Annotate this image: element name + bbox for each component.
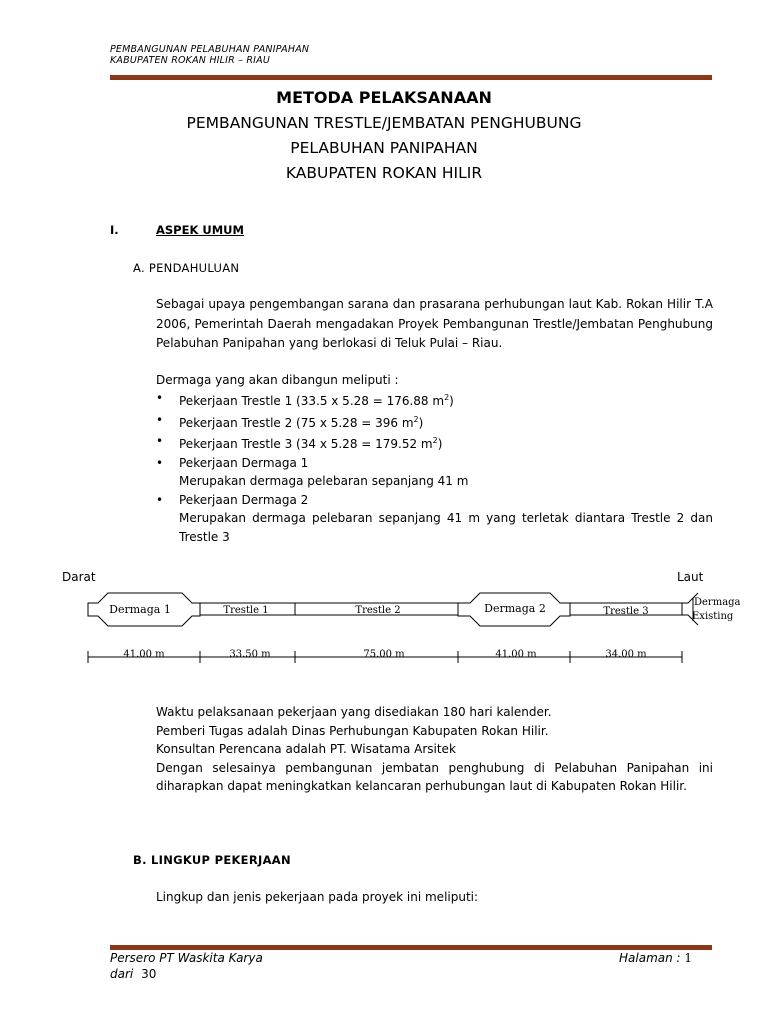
laut-label: Laut <box>677 570 704 584</box>
project-details <box>156 703 713 796</box>
segment-label: Dermaga 1 <box>109 603 171 616</box>
dimension-label: 41.00 m <box>495 649 537 660</box>
list-item: • Pekerjaan Dermaga 1 Merupakan dermaga pelebaran sepanjang 41 m <box>156 455 469 488</box>
list-item: • Pekerjaan Trestle 3 (34 x 5.28 = 179.52 $m^2$) <box>156 434 443 451</box>
doc-title: METODA PELAKSANAAN <box>276 88 492 107</box>
list-intro: Dermaga yang akan dibangun meliputi : <box>156 373 399 387</box>
footer-company: Persero PT Waskita Karya <box>110 951 263 965</box>
page-label: Halaman : <box>619 951 681 965</box>
subsection-b-heading: B. LINGKUP PEKERJAAN <box>133 853 291 867</box>
footer-page <box>619 951 692 965</box>
list-item: • Pekerjaan Dermaga 2 Merupakan dermaga pelebaran sepanjang 41 m yang terletak diantara Trestle 2 dan Trestle 3 <box>156 492 713 544</box>
segment-label: Trestle 2 <box>355 605 401 616</box>
page-number: 1 <box>684 951 693 965</box>
detail-line: Konsultan Perencana adalah PT. Wisatama Arsitek <box>156 742 456 756</box>
existing-label-1: Dermaga <box>694 597 741 608</box>
segment-label: Dermaga 2 <box>484 602 546 615</box>
existing-label-2: Existing <box>692 611 734 622</box>
intro-paragraph: Sebagai upaya pengembangan sarana dan prasarana perhubungan laut Kab. Rokan Hilir T.A 2006, Pemerintah Daerah mengadakan Proyek Pembangunan Trestle/Jembatan Penghubung Pelabuhan Panipahan yang berlokasi di Teluk Pulai – Riau. <box>156 297 713 350</box>
detail-line: Waktu pelaksanaan pekerjaan yang disediakan 180 hari kalender. <box>156 705 552 719</box>
dimension-label: 34.00 m <box>605 649 647 660</box>
work-item-list <box>156 389 713 546</box>
bullet-icon: • <box>156 492 164 507</box>
total-pages: 30 <box>141 967 157 981</box>
dimension-label: 41.00 m <box>123 649 165 660</box>
segment-label: Trestle 1 <box>223 605 269 616</box>
bullet-icon: • <box>156 391 164 405</box>
bullet-icon: • <box>156 434 164 448</box>
bullet-icon: • <box>156 455 164 470</box>
running-header <box>110 44 309 66</box>
doc-subtitle-2: PELABUHAN PANIPAHAN <box>290 139 478 157</box>
darat-label: Darat <box>62 570 96 584</box>
closing-paragraph: Dengan selesainya pembangunan jembatan penghubung di Pelabuhan Panipahan ini diharapkan dapat meningkatkan kelancaran perhubungan laut di Kabupaten Rokan Hilir. <box>156 760 713 793</box>
subsection-a-heading: A. PENDAHULUAN <box>133 261 240 275</box>
header-line-2: KABUPATEN ROKAN HILIR – RIAU <box>110 55 271 66</box>
scope-intro: Lingkup dan jenis pekerjaan pada proyek ini meliputi: <box>156 890 479 904</box>
doc-subtitle-3: KABUPATEN ROKAN HILIR <box>285 164 483 182</box>
doc-subtitle-1: PEMBANGUNAN TRESTLE/JEMBATAN PENGHUBUNG <box>186 114 582 132</box>
layout-diagram <box>0 565 768 675</box>
detail-line: Pemberi Tugas adalah Dinas Perhubungan Kabupaten Rokan Hilir. <box>156 723 549 738</box>
footer-rule <box>110 945 712 950</box>
section-heading: ASPEK UMUM <box>156 223 244 237</box>
bullet-icon: • <box>156 412 164 427</box>
section-number: I. <box>110 223 119 237</box>
of-label: dari <box>110 967 134 981</box>
dimension-label: 75.00 m <box>363 649 405 660</box>
list-item: • Pekerjaan Trestle 1 (33.5 x 5.28 = 176.88 $m^2$) <box>156 391 454 408</box>
header-rule <box>110 75 712 80</box>
dimension-label: 33.50 m <box>229 649 271 660</box>
segment-label: Trestle 3 <box>603 606 649 617</box>
footer-total <box>110 967 156 981</box>
header-line-1: PEMBANGUNAN PELABUHAN PANIPAHAN <box>110 44 310 55</box>
list-item: • Pekerjaan Trestle 2 (75 x 5.28 = 396 $m^2$) <box>156 412 424 430</box>
